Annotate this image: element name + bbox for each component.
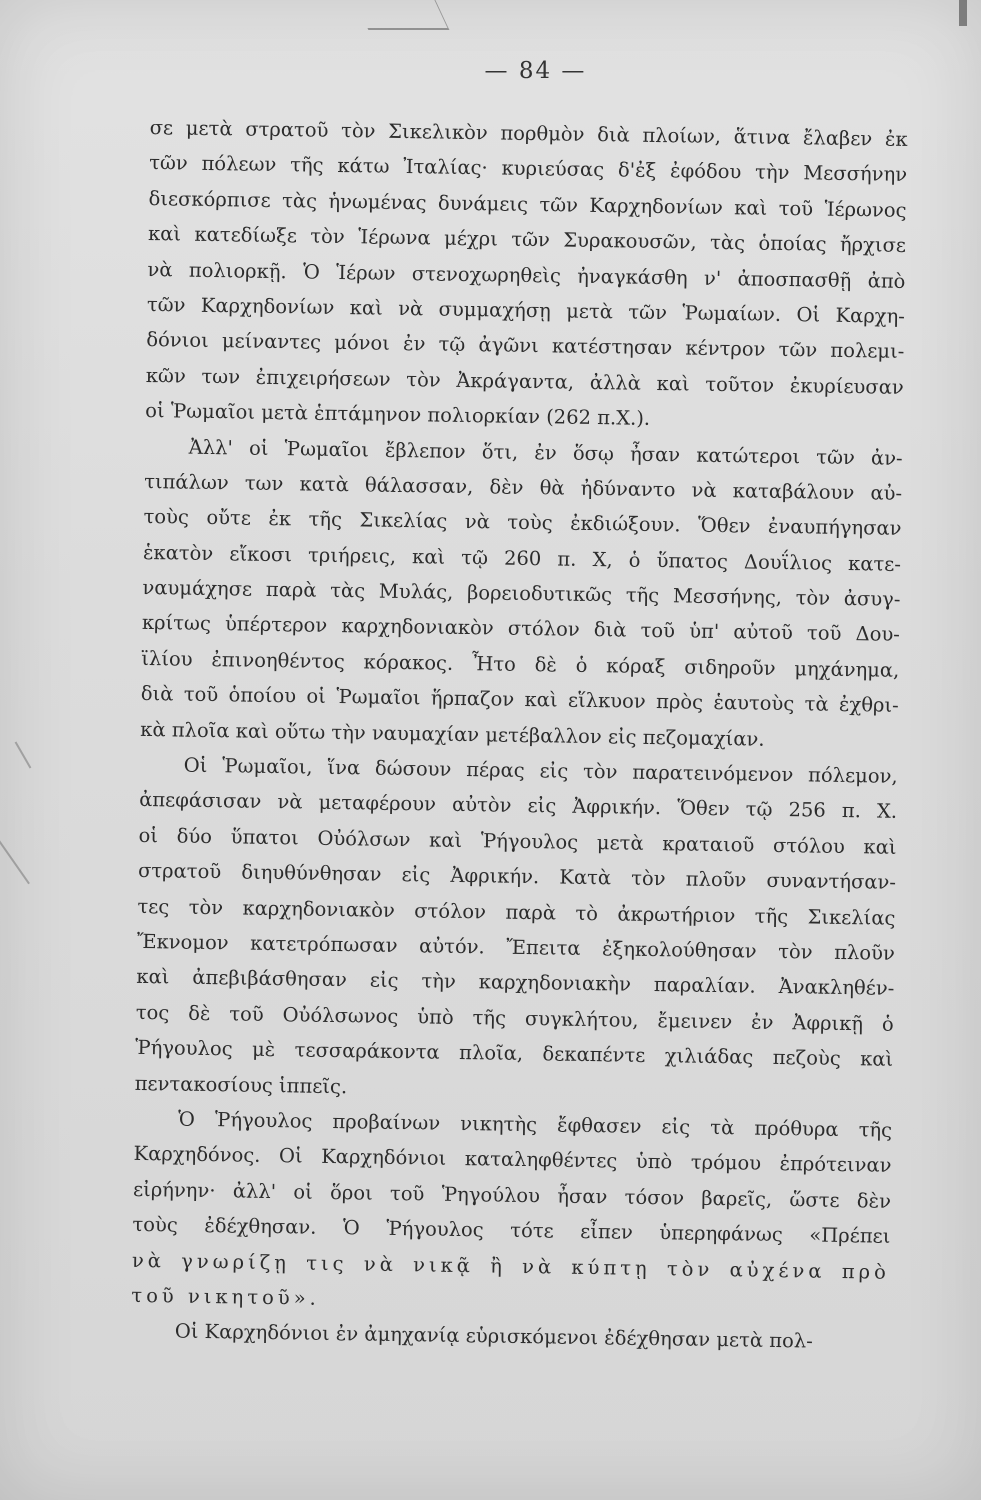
text-line: ναυμάχησε παρὰ τὰς Μυλάς, βορειοδυτικῶς τῆς Μεσσήνης, τὸν ἀσυγ- — [142, 576, 901, 611]
text-line: Ῥήγουλος μὲ τεσσαράκοντα πλοῖα, δεκαπέντε χιλιάδας πεζοὺς καὶ — [135, 1036, 894, 1071]
text-line: τῶν πόλεων τῆς κάτω Ἰταλίας· κυριεύσας δ'ἐξ ἐφόδου τὴν Μεσσήνην — [148, 151, 908, 187]
text-line: ἀπεφάσισαν νὰ μεταφέρουν αὐτὸν εἰς Ἀφρικήν. Ὅθεν τῷ 256 π. Χ. — [138, 788, 898, 824]
text-line: οἱ δύο ὕπατοι Οὐόλσων καὶ Ῥήγουλος μετὰ κραταιοῦ στόλου καὶ — [138, 823, 897, 859]
paragraph — [140, 428, 903, 758]
page-number: — 84 — — [484, 58, 587, 84]
text-line: Ὁ Ῥήγουλος προβαίνων νικητὴς ἔφθασεν εἰς τὰ πρόθυρα τῆς — [177, 1107, 893, 1142]
text-line: κρίτως ὑπέρτερον καρχηδονιακὸν στόλον διὰ τοῦ ὑπ' αὐτοῦ τοῦ Δου- — [141, 611, 901, 647]
text-line: καὶ κατεδίωξε τὸν Ἱέρωνα μέχρι τῶν Συρακουσῶν, τὰς ὁποίας ἤρχισε — [147, 222, 907, 258]
text-line: κὰ πλοῖα καὶ οὕτω τὴν ναυμαχίαν μετέβαλλον εἰς πεζομαχίαν. — [140, 717, 765, 751]
text-line: οἱ Ῥωμαῖοι μετὰ ἑπτάμηνον πολιορκίαν (262 π.Χ.). — [145, 399, 651, 431]
text-line: στρατοῦ διηυθύνθησαν εἰς Ἀφρικήν. Κατὰ τὸν πλοῦν συναντήσαν- — [137, 859, 897, 895]
text-line: κῶν των ἐπιχειρήσεων τὸν Ἀκράγαντα, ἀλλὰ καὶ τοῦτον ἐκυρίευσαν — [145, 363, 904, 399]
text-line: τοῦ νικητοῦ». — [131, 1283, 321, 1310]
text-line: τοὺς ἐδέχθησαν. Ὁ Ῥήγουλος τότε εἶπεν ὑπερηφάνως «Πρέπει — [132, 1212, 891, 1248]
text-line: νὰ γνωρίζῃ τις νὰ νικᾷ ἢ νὰ κύπτῃ τὸν αὐχένα πρὸ — [131, 1248, 891, 1284]
text-line: τιπάλων των κατὰ θάλασσαν, δὲν θὰ ἠδύναντο νὰ καταβάλουν αὐ- — [143, 469, 903, 505]
text-line: σε μετὰ στρατοῦ τὸν Σικελικὸν πορθμὸν διὰ πλοίων, ἅτινα ἔλαβεν ἐκ — [149, 115, 908, 151]
text-line: τῶν Καρχηδονίων καὶ νὰ συμμαχήσῃ μετὰ τῶν Ῥωμαίων. Οἱ Καρχη- — [146, 292, 906, 328]
text-line: πεντακοσίους ἱππεῖς. — [134, 1071, 348, 1098]
text-line: εἰρήνην· ἀλλ' οἱ ὅροι τοῦ Ῥηγούλου ἦσαν τόσον βαρεῖς, ὥστε δὲν — [132, 1177, 892, 1213]
text-line: Καρχηδόνος. Οἱ Καρχηδόνιοι καταληφθέντες ὑπὸ τρόμου ἐπρότειναν — [133, 1142, 892, 1178]
text-line: διὰ τοῦ ὁποίου οἱ Ῥωμαῖοι ἥρπαζον καὶ εἵλκυον πρὸς ἑαυτοὺς τὰ ἐχθρι- — [140, 682, 899, 718]
margin-mark — [15, 742, 32, 769]
text-line: τοὺς οὔτε ἐκ τῆς Σικελίας νὰ τοὺς ἐκδιώξουν. Ὅθεν ἐναυπήγησαν — [143, 505, 902, 541]
text-line: διεσκόρπισε τὰς ἡνωμένας δυνάμεις τῶν Καρχηδονίων καὶ τοῦ Ἱέρωνος — [148, 186, 907, 222]
text-line: δόνιοι μείναντες μόνοι ἐν τῷ ἀγῶνι κατέστησαν κέντρον τῶν πολεμι- — [146, 328, 905, 364]
margin-mark — [0, 826, 30, 884]
text-line: ἑκατὸν εἴκοσι τριήρεις, καὶ τῷ 260 π. Χ, ὁ ὕπατος Δουΐλιος κατε- — [142, 540, 902, 576]
text-line: Ἔκνομον κατετρόπωσαν αὐτόν. Ἔπειτα ἐξηκολούθησαν τὸν πλοῦν — [136, 929, 896, 965]
text-line: τος δὲ τοῦ Οὐόλσωνος ὑπὸ τῆς συγκλήτου, ἔμεινεν ἐν Ἀφρικῇ ὁ — [135, 1000, 894, 1036]
paragraph — [134, 747, 897, 1113]
paragraph — [145, 110, 908, 440]
paragraph — [131, 1101, 892, 1325]
scan-edge-mark — [959, 0, 967, 26]
text-line: Οἱ Ῥωμαῖοι, ἵνα δώσουν πέρας εἰς τὸν παρατεινόμενον πόλεμον, — [183, 753, 898, 788]
text-line: καὶ ἀπεβιβάσθησαν εἰς τὴν καρχηδονιακὴν παραλίαν. Ἀνακληθέν- — [136, 965, 895, 1001]
text-line: ϊλίου ἐπινοηθέντος κόρακος. Ἦτο δὲ ὁ κόραξ σιδηροῦν μηχάνημα, — [141, 646, 900, 682]
text-line: Οἱ Καρχηδόνιοι ἐν ἀμηχανίᾳ εὑρισκόμενοι ἐδέχθησαν μετὰ πολ- — [174, 1319, 813, 1353]
body-text — [131, 110, 908, 1360]
scan-corner-mark — [352, 0, 450, 30]
text-line: νὰ πολιορκῇ. Ὁ Ἱέρων στενοχωρηθεὶς ἠναγκάσθη ν' ἀποσπασθῇ ἀπὸ — [147, 257, 906, 293]
text-line: τες τὸν καρχηδονιακὸν στόλον παρὰ τὸ ἀκρωτήριον τῆς Σικελίας — [137, 894, 896, 930]
text-line: Ἀλλ' οἱ Ῥωμαῖοι ἔβλεπον ὅτι, ἐν ὅσῳ ἦσαν κατώτεροι τῶν ἀν- — [188, 435, 903, 470]
